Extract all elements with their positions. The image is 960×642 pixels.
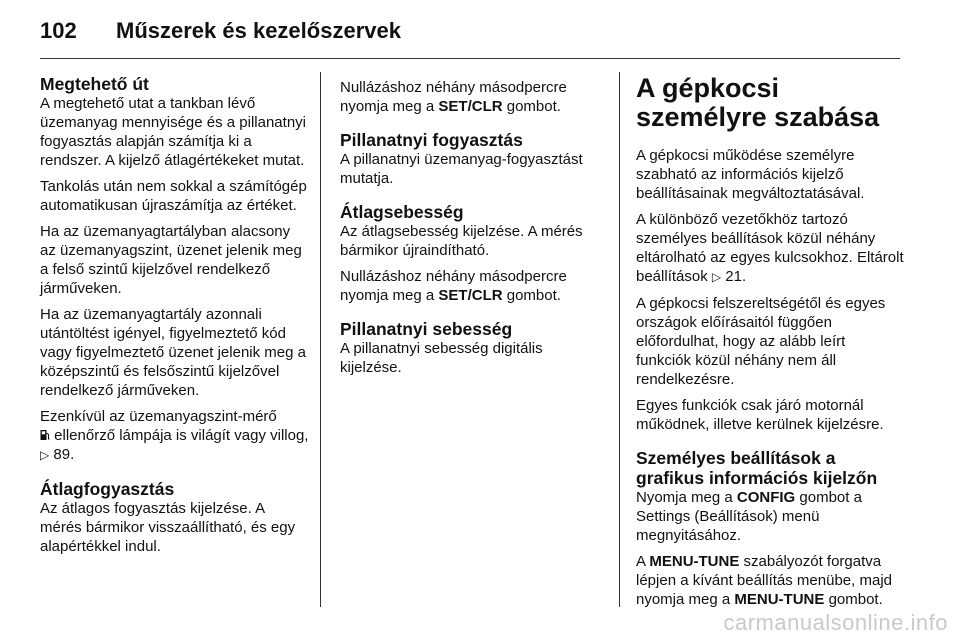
paragraph: A gépkocsi működése személyre szabható az információs kijelző beállításainak megváltoztatásával. xyxy=(636,147,865,202)
page-reference-icon: ▷ xyxy=(711,270,722,284)
heading-range: Megtehető út xyxy=(40,74,149,94)
heading-average-consumption: Átlagfogyasztás xyxy=(40,479,175,499)
column-divider-1 xyxy=(320,72,321,607)
header-rule xyxy=(40,58,900,59)
heading-current-speed: Pillanatnyi sebesség xyxy=(340,319,513,339)
paragraph: A megtehető utat a tankban lévő üzemanyag mennyisége és a pillanatnyi fogyasztás alapján számítja ki a rendszer. A kijelző átlagértékeket mutat. xyxy=(40,95,306,169)
paragraph: Az átlagos fogyasztás kijelzése. A mérés bármikor visszaállítható, és egy alapértékkel indul. xyxy=(40,500,296,555)
paragraph: Nullázáshoz néhány másodpercre nyomja meg a SET/CLR gombot. xyxy=(340,79,567,115)
button-name: SET/CLR xyxy=(438,287,503,304)
column-divider-2 xyxy=(619,72,620,607)
paragraph: Ha az üzemanyagtartályban alacsony az üzemanyagszint, üzenet jelenik meg a felső szintű kijelzővel rendelkező járműveken. xyxy=(40,223,302,297)
paragraph: A pillanatnyi üzemanyag-fogyasztást mutatja. xyxy=(340,151,583,187)
button-name: SET/CLR xyxy=(438,98,503,115)
paragraph: Nullázáshoz néhány másodpercre nyomja meg a SET/CLR gombot. xyxy=(340,268,567,304)
paragraph: A különböző vezetőkhöz tartozó személyes beállítások közül néhány eltárolható az egyes kulcsokhoz. Eltárolt beállítások ▷ 21. xyxy=(636,211,904,285)
column-1 xyxy=(40,74,310,563)
button-name: MENU-TUNE xyxy=(649,553,740,570)
heading-average-speed: Átlagsebesség xyxy=(340,202,464,222)
paragraph: Ha az üzemanyagtartály azonnali utántöltést igényel, figyelmeztető kód vagy figyelmeztető üzenet jelenik meg a középszintű és felsőszintű kijelzővel rendelkező járműveken. xyxy=(40,306,306,399)
button-name: MENU-TUNE xyxy=(734,591,825,608)
heading-personal-settings: Személyes beállítások a grafikus információs kijelzőn xyxy=(636,448,878,488)
paragraph: A gépkocsi felszereltségétől és egyes országok előírásaitól függően előfordulhat, hogy az alább leírt funkciók közül néhány nem áll rendelkezésre. xyxy=(636,295,886,388)
column-2 xyxy=(340,78,605,384)
paragraph: Nyomja meg a CONFIG gombot a Settings (Beállítások) menü megnyitásához. xyxy=(636,489,862,544)
page-header xyxy=(40,18,401,48)
paragraph: Az átlagsebesség kijelzése. A mérés bármikor újraindítható. xyxy=(340,223,583,259)
paragraph: A pillanatnyi sebesség digitális kijelzése. xyxy=(340,340,543,376)
page-reference[interactable]: 21. xyxy=(725,268,747,285)
chapter-title: Műszerek és kezelőszervek xyxy=(116,18,401,43)
fuel-pump-icon xyxy=(40,429,50,441)
page-reference-icon: ▷ xyxy=(40,448,50,462)
paragraph: Ezenkívül az üzemanyagszint-mérő ellenőrző lámpája is világít vagy villog, ▷ 89. xyxy=(40,408,309,463)
heading-instant-consumption: Pillanatnyi fogyasztás xyxy=(340,130,523,150)
column-3 xyxy=(636,74,904,616)
paragraph: Tankolás után nem sokkal a számítógép automatikusan újraszámítja az értéket. xyxy=(40,178,307,214)
page-reference[interactable]: 89. xyxy=(53,446,75,463)
paragraph: A MENU-TUNE szabályozót forgatva lépjen a kívánt beállítás menübe, majd nyomja meg a MENU-TUNE gombot. xyxy=(636,553,892,608)
paragraph: Egyes funkciók csak járó motornál működnek, illetve kerülnek kijelzésre. xyxy=(636,397,884,433)
page-number: 102 xyxy=(40,18,77,43)
button-name: CONFIG xyxy=(736,489,796,506)
section-title: A gépkocsi személyre szabása xyxy=(636,73,880,132)
watermark: carmanualsonline.info xyxy=(723,610,948,635)
